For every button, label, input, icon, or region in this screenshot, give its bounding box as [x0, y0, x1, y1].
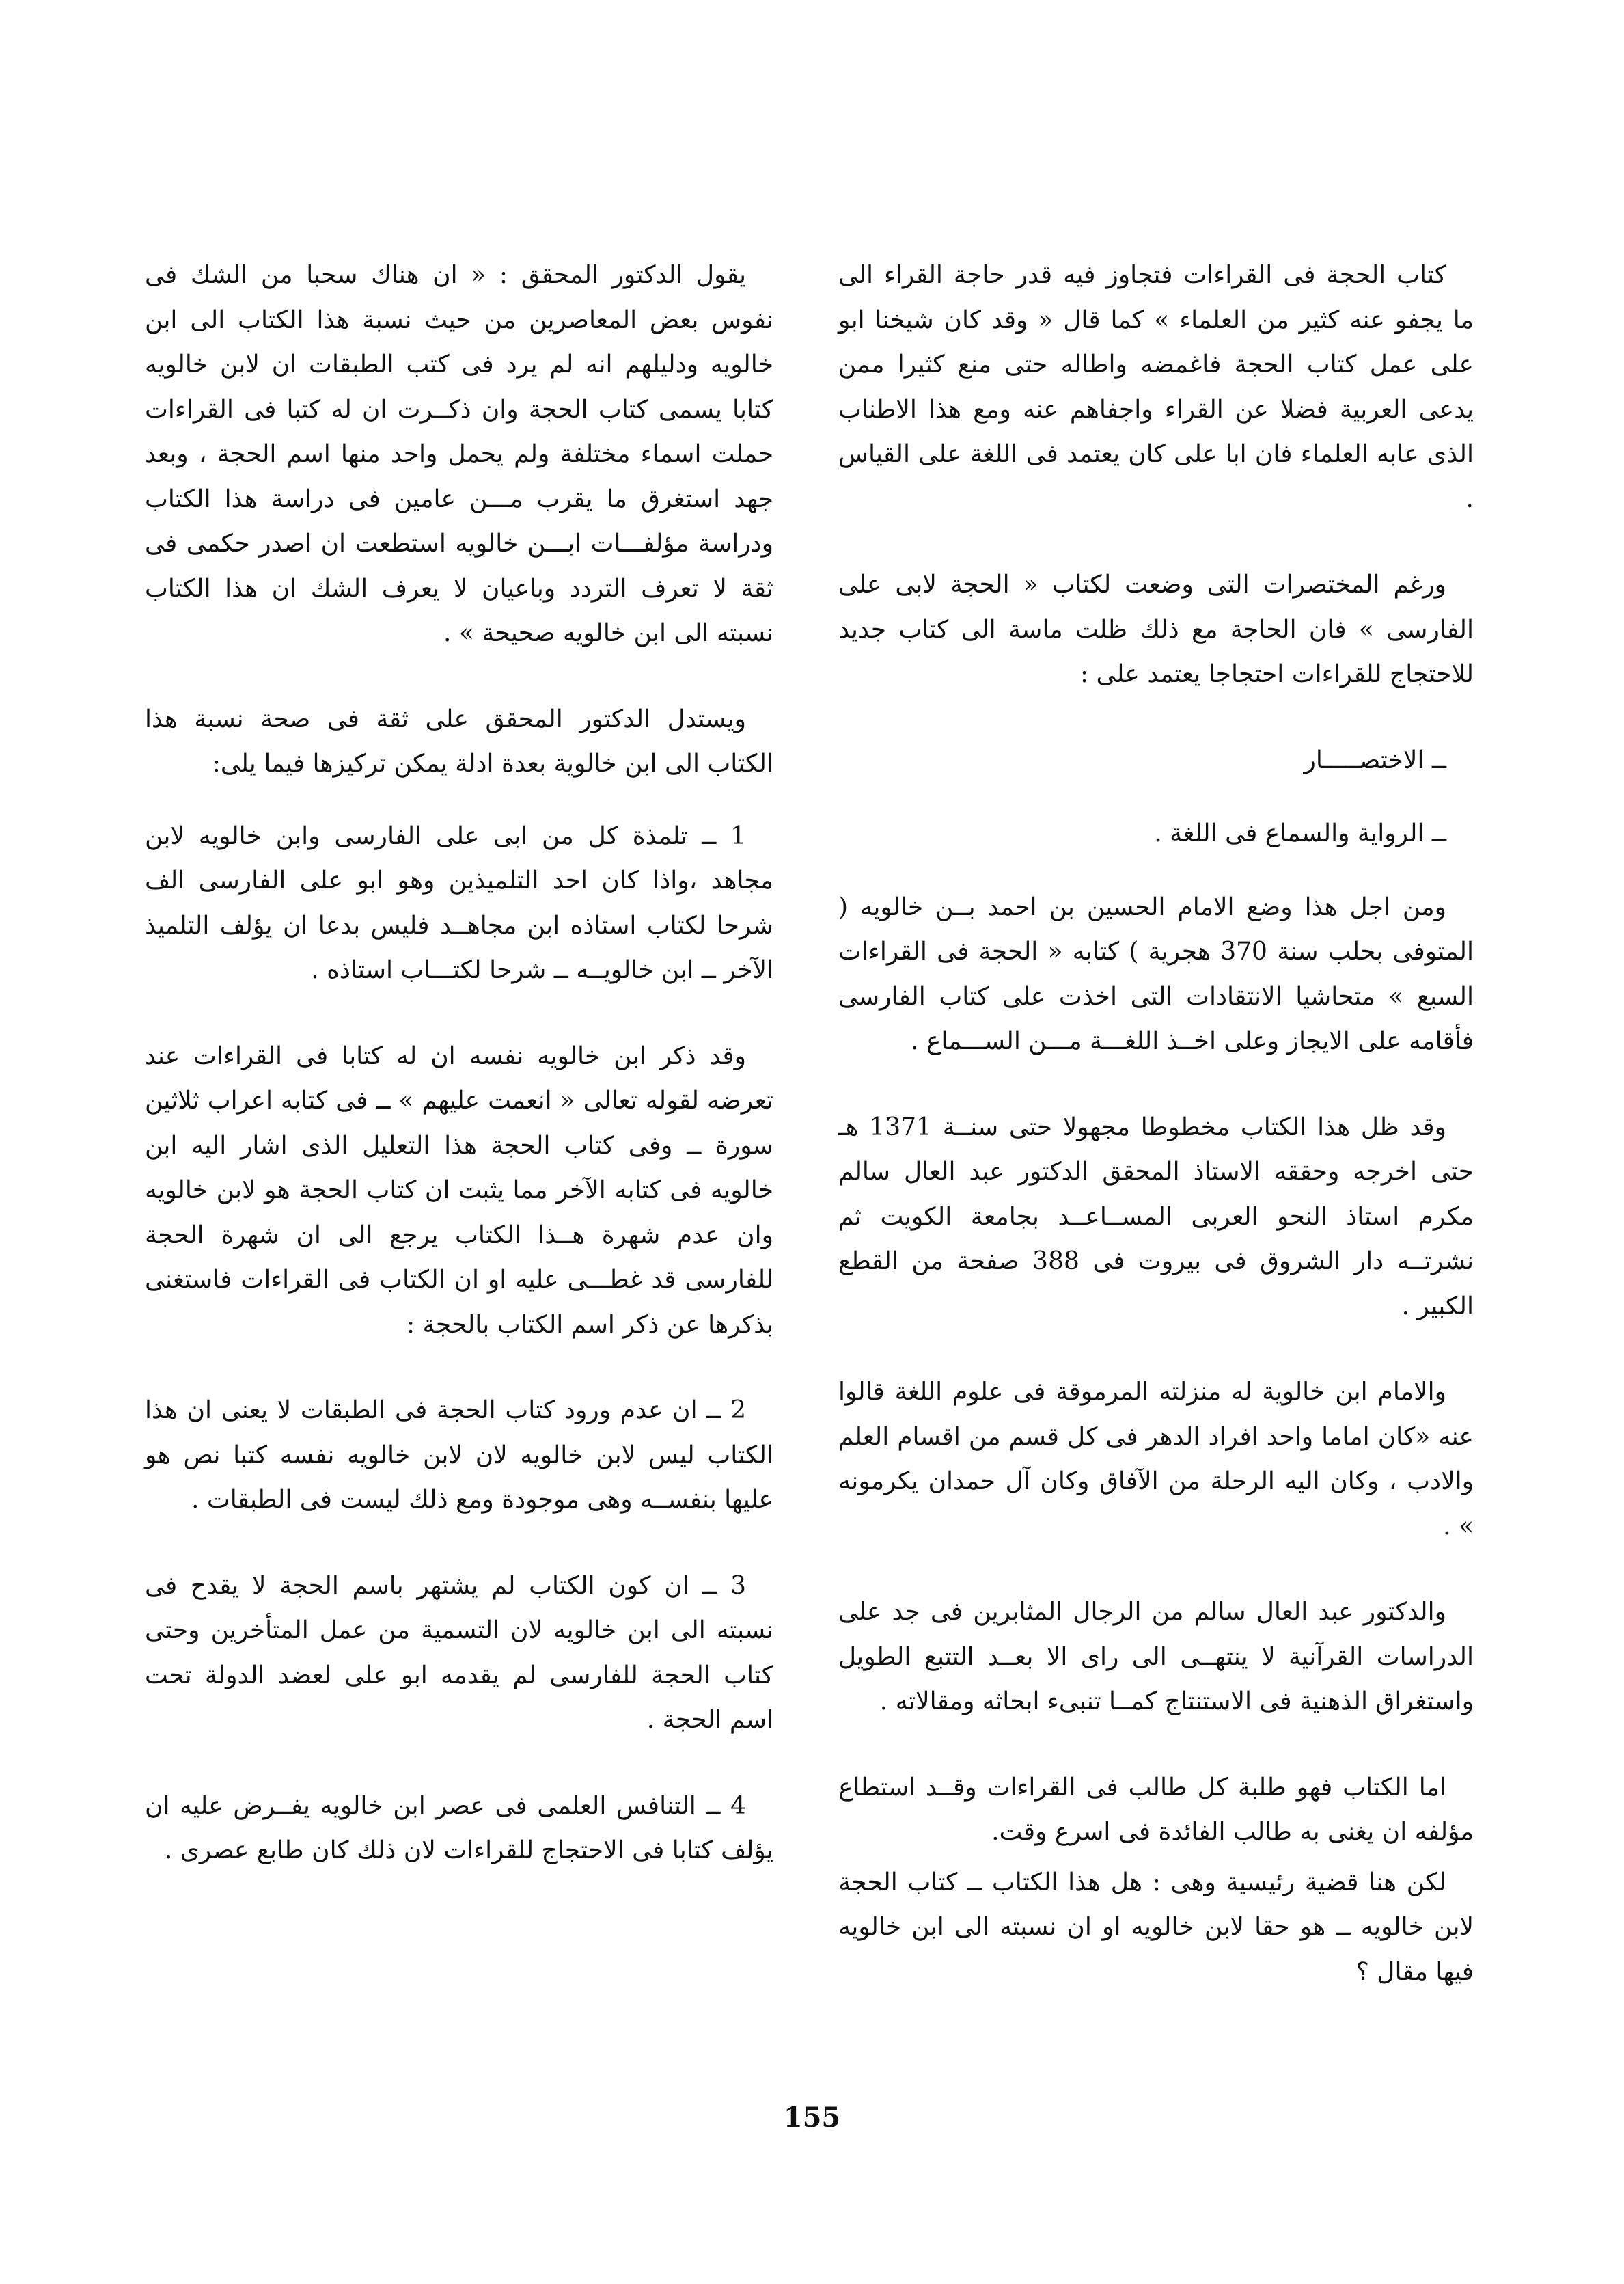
paragraph: كتاب الحجة فى القراءات فتجاوز فيه قدر حاجة القراء الى ما يجفو عنه كثير من العلماء » كما قال « وقد كان شيخنا ابو على عمل كتاب الحجة فاغمضه واطاله حتى منع كثيرا ممن يدعى العربية فضلا عن القراء واجفاهم عنه ومع هذا الاطناب الذى عابه العلماء فان ابا على كان يعتمد فى اللغة على القياس .: [838, 261, 1474, 513]
paragraph: والدكتور عبد العال سالم من الرجال المثابرين فى جد على الدراسات القرآنية لا ينتهــى الى راى الا بعــد التتبع الطويل واستغراق الذهنية فى الاستنتاج كمــا تنبىء ابحاثه ومقالاته .: [838, 1598, 1474, 1715]
right-column: [838, 253, 1474, 2035]
paragraph: وقد ظل هذا الكتاب مخطوطا مجهولا حتى سنــة 1371 هـ حتى اخرجه وحققه الاستاذ المحقق الدكتور عبد العال سالم مكرم استاذ النحو العربى المســاعــد بجامعة الكويت ثم نشرتــه دار الشروق فى بيروت فى 388 صفحة من القطع الكبير .: [838, 1113, 1474, 1320]
page-number: 155: [783, 2102, 841, 2134]
numbered-point: 4 ــ التنافس العلمى فى عصر ابن خالويه يفــرض عليه ان يؤلف كتابا فى الاحتجاج للقراءات لان ذلك كان طابع عصرى .: [145, 1791, 773, 1864]
paragraph: ورغم المختصرات التى وضعت لكتاب « الحجة لابى على الفارسى » فان الحاجة مع ذلك ظلت ماسة الى كتاب جديد للاحتجاج للقراءات احتجاجا يعتمد على :: [838, 571, 1474, 688]
paragraph: يقول الدكتور المحقق : « ان هناك سحبا من الشك فى نفوس بعض المعاصرين من حيث نسبة هذا الكتاب الى ابن خالويه ودليلهم انه لم يرد فى كتب الطبقات ان لابن خالويه كتابا يسمى كتاب الحجة وان ذكــرت ان له كتبا فى القراءات حملت اسماء مختلفة ولم يحمل واحد منها اسم الحجة ، وبعد جهد استغرق ما يقرب مـــن عامين فى دراسة هذا الكتاب ودراسة مؤلفـــات ابـــن خالويه استطعت ان اصدر حكمى فى ثقة لا تعرف التردد وباعيان لا يعرف الشك ان هذا الكتاب نسبته الى ابن خالويه صحيحة » .: [145, 261, 773, 647]
numbered-point: 2 ــ ان عدم ورود كتاب الحجة فى الطبقات لا يعنى ان هذا الكتاب ليس لابن خالويه لان لابن خالويه نفسه كتبا نص هو عليها بنفســه وهى موجودة ومع ذلك ليست فى الطبقات .: [145, 1396, 773, 1514]
paragraph: ومن اجل هذا وضع الامام الحسين بن احمد بــن خالويه ( المتوفى بحلب سنة 370 هجرية ) كتابه « الحجة فى القراءات السبع » متحاشيا الانتقادات التى اخذت على كتاب الفارسى فأقامه على الايجاز وعلى اخــذ اللغـــة مـــن الســـماع .: [838, 893, 1474, 1055]
paragraph: لكن هنا قضية رئيسية وهى : هل هذا الكتاب ــ كتاب الحجة لابن خالويه ــ هو حقا لابن خالويه او ان نسبته الى ابن خالويه فيها مقال ؟: [838, 1868, 1474, 1986]
numbered-point: 3 ــ ان كون الكتاب لم يشتهر باسم الحجة لا يقدح فى نسبته الى ابن خالويه لان التسمية من عمل المتأخرين وحتى كتاب الحجة للفارسى لم يقدمه ابو على لعضد الدولة تحت اسم الحجة .: [145, 1571, 773, 1734]
numbered-point: 1 ــ تلمذة كل من ابى على الفارسى وابن خالويه لابن مجاهد ،واذا كان احد التلميذين وهو ابو على الفارسى الف شرحا لكتاب استاذه ابن مجاهــد فليس بدعا ان يؤلف التلميذ الآخر ــ ابن خالويــه ــ شرحا لكتـــاب استاذه .: [145, 821, 773, 984]
list-item: ــ الرواية والسماع فى اللغة .: [1154, 819, 1446, 847]
left-column: [145, 253, 773, 1914]
paragraph: اما الكتاب فهو طلبة كل طالب فى القراءات وقــد استطاع مؤلفه ان يغنى به طالب الفائدة فى اسرع وقت.: [838, 1773, 1474, 1846]
paragraph: ويستدل الدكتور المحقق على ثقة فى صحة نسبة هذا الكتاب الى ابن خالوية بعدة ادلة يمكن تركيزها فيما يلى:: [145, 705, 773, 778]
list-item: ــ الاختصـــــار: [1304, 746, 1446, 774]
paragraph: وقد ذكر ابن خالويه نفسه ان له كتابا فى القراءات عند تعرضه لقوله تعالى « انعمت عليهم » ــ فى كتابه اعراب ثلاثين سورة ــ وفى كتاب الحجة هذا التعليل الذى اشار اليه ابن خالويه فى كتابه الآخر مما يثبت ان كتاب الحجة هو لابن خالويه وان عدم شهرة هــذا الكتاب يرجع الى ان شهرة الحجة للفارسى قد غطـــى عليه او ان الكتاب فى القراءات فاستغنى بذكرها عن ذكر اسم الكتاب بالحجة :: [145, 1042, 773, 1339]
paragraph: والامام ابن خالوية له منزلته المرموقة فى علوم اللغة قالوا عنه «كان اماما واحد افراد الدهر فى كل قسم من اقسام العلم والادب ، وكان اليه الرحلة من الآفاق وكان آل حمدان يكرمونه » .: [838, 1378, 1474, 1540]
